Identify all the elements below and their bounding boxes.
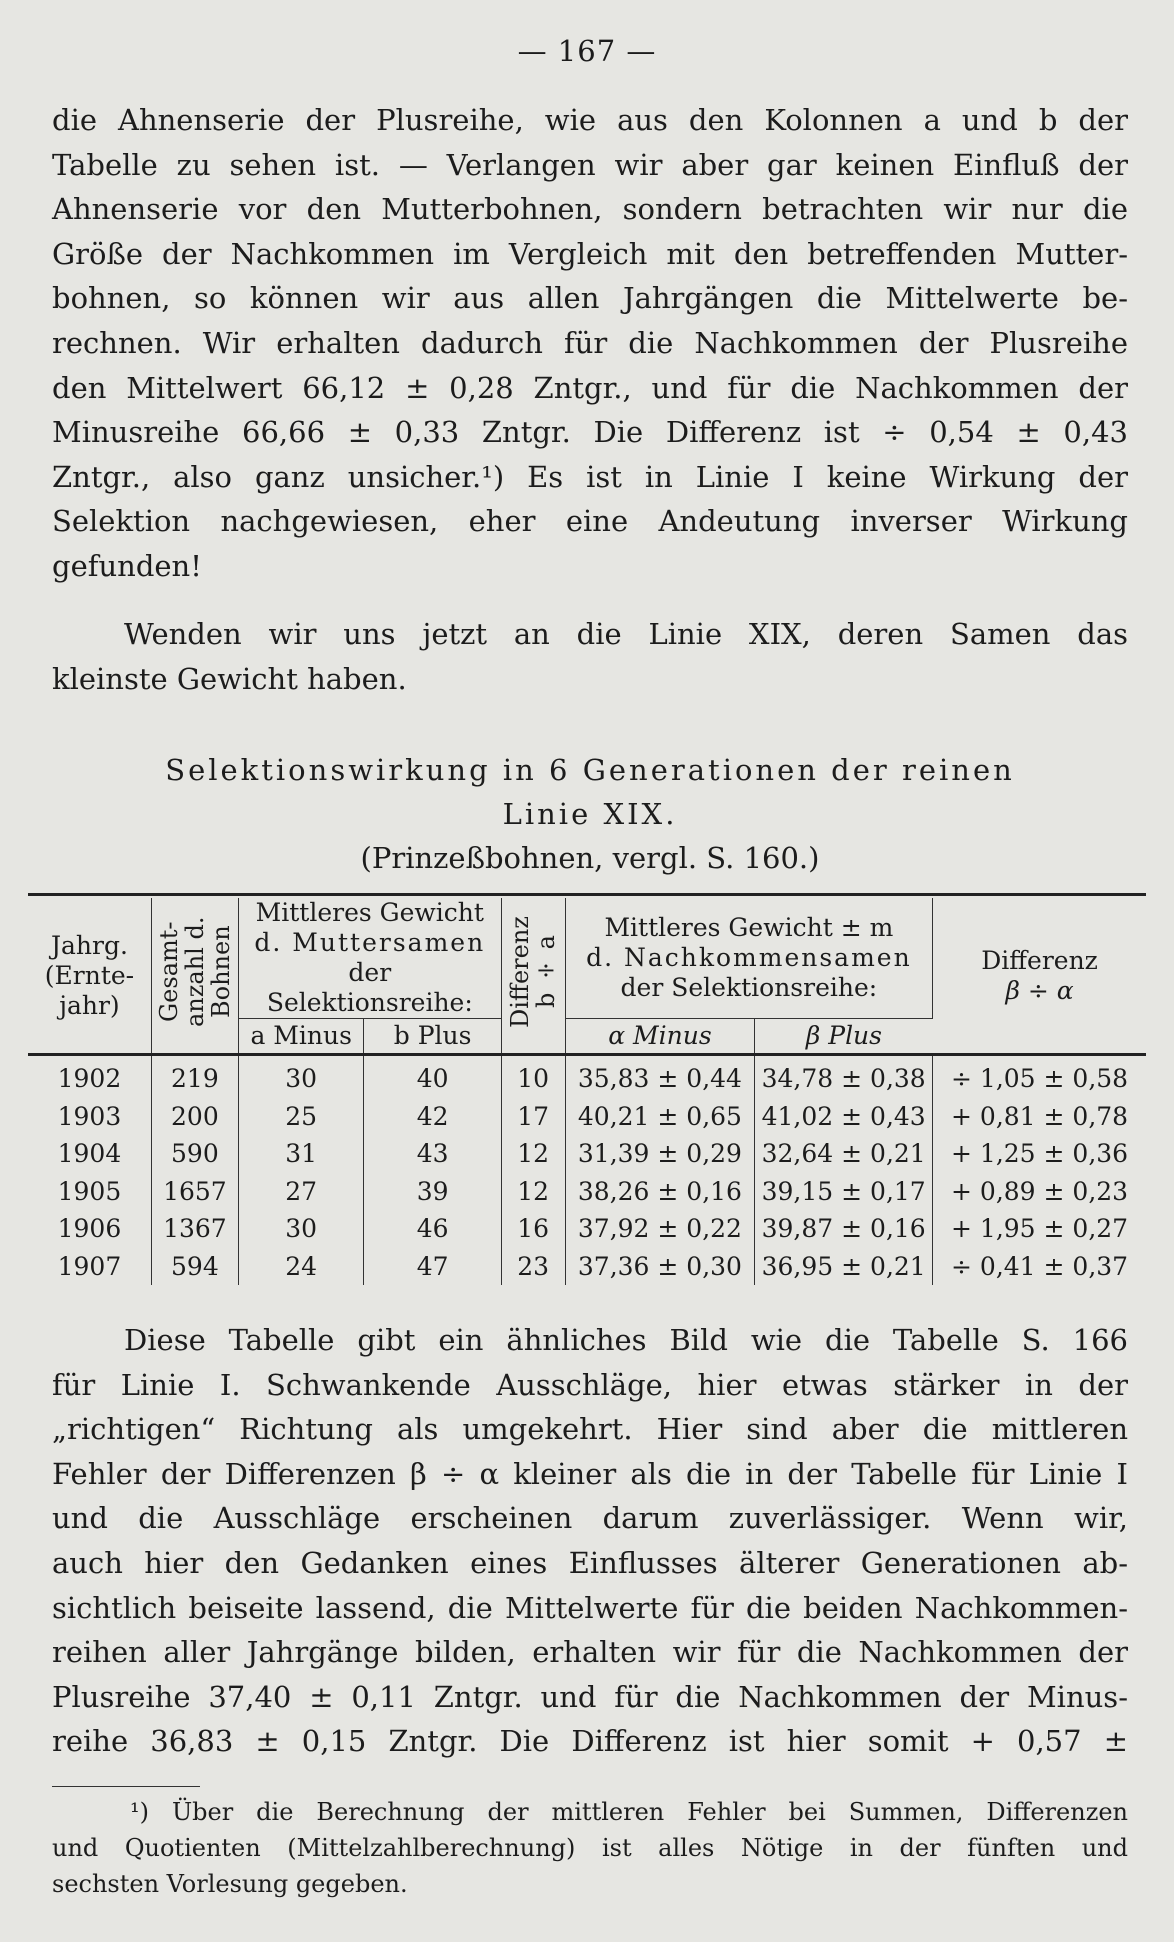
cell-beta: 34,78 ± 0,38 [755, 1055, 933, 1098]
text-line: Fehler der Differenzen β ÷ α kleiner als die in der Tabelle für Linie I [52, 1456, 1128, 1491]
cell-diff: 12 [501, 1173, 565, 1211]
header-offspring-plus [755, 1019, 933, 1055]
header-offspring-l1: Mittleres Gewicht ± m [604, 913, 894, 942]
cell-total: 219 [151, 1055, 238, 1098]
header-offspring-minus [565, 1019, 755, 1055]
cell-total: 200 [151, 1098, 238, 1136]
header-year-l3: jahr) [59, 990, 120, 1020]
header-diff2-l1: Differenz [981, 945, 1098, 975]
page-number: — 167 — [517, 34, 657, 68]
cell-alpha: 37,36 ± 0,30 [565, 1248, 755, 1286]
header-offspring-minus-text: α Minus [608, 1021, 712, 1050]
cell-b: 47 [364, 1248, 501, 1286]
cell-b: 42 [364, 1098, 501, 1136]
text-line: Selektion nachgewiesen, eher eine Andeutung inverser Wirkung [52, 504, 1128, 539]
header-mother-minus-text: a Minus [250, 1021, 352, 1050]
header-total [151, 898, 238, 1055]
text-line: Tabelle zu sehen ist. — Verlangen wir aber gar keinen Einfluß der [52, 147, 1128, 182]
header-mother-minus [238, 1019, 364, 1055]
cell-a: 31 [238, 1135, 364, 1173]
cell-year: 1903 [28, 1098, 151, 1136]
cell-year: 1906 [28, 1210, 151, 1248]
cell-alpha: 31,39 ± 0,29 [565, 1135, 755, 1173]
table-row [28, 1135, 1146, 1173]
header-offspring-plus-text: β Plus [805, 1021, 882, 1050]
cell-beta: 39,87 ± 0,16 [755, 1210, 933, 1248]
cell-diff: 23 [501, 1248, 565, 1286]
text-line: Wenden wir uns jetzt an die Linie XIX, deren Samen das [124, 617, 1128, 651]
paragraph-3 [52, 1318, 1128, 1764]
text-line: reihe 36,83 ± 0,15 Zntgr. Die Differenz ist hier somit + 0,57 ± [52, 1724, 1128, 1759]
cell-d: ÷ 0,41 ± 0,37 [951, 1251, 1129, 1281]
text-line: für Linie I. Schwankende Ausschläge, hier etwas stärker in der [52, 1367, 1128, 1402]
header-mother-group [238, 898, 501, 1019]
cell-total: 590 [151, 1135, 238, 1173]
cell-beta: 39,15 ± 0,17 [755, 1173, 933, 1211]
text-line: reihen aller Jahrgänge bilden, erhalten wir für die Nachkommen der [52, 1635, 1128, 1670]
footnote-line: und Quotienten (Mittelzahlberechnung) ist alles Nötige in der fünften und [52, 1834, 1128, 1862]
table-row [28, 1098, 1146, 1136]
cell-a: 24 [238, 1248, 364, 1286]
footnote [52, 1794, 1128, 1902]
cell-b: 43 [364, 1135, 501, 1173]
cell-b: 46 [364, 1210, 501, 1248]
header-year [28, 898, 151, 1055]
cell-a: 27 [238, 1173, 364, 1211]
text-line: Zntgr., also ganz unsicher.¹) Es ist in Linie I keine Wirkung der [52, 459, 1128, 494]
cell-alpha: 35,83 ± 0,44 [565, 1055, 755, 1098]
header-mother-l1: Mittleres Gewicht [255, 898, 484, 927]
text-line: kleinste Gewicht haben. [52, 661, 407, 696]
cell-b: 40 [364, 1055, 501, 1098]
cell-year: 1905 [28, 1173, 151, 1211]
cell-diff: 17 [501, 1098, 565, 1136]
paragraph-1 [52, 98, 1128, 589]
text-line: die Ahnenserie der Plusreihe, wie aus den Kolonnen a und b der [52, 103, 1128, 137]
text-line: den Mittelwert 66,12 ± 0,28 Zntgr., und für die Nachkommen der [52, 370, 1128, 405]
cell-a: 30 [238, 1055, 364, 1098]
text-line: Plusreihe 37,40 ± 0,11 Zntgr. und für die Nachkommen der Minus- [52, 1679, 1128, 1714]
table-row [28, 1055, 1146, 1098]
text-line: auch hier den Gedanken eines Einflusses älterer Generationen ab- [52, 1545, 1128, 1580]
text-line: Größe der Nachkommen im Vergleich mit den betreffenden Mutter- [52, 236, 1128, 271]
cell-d: + 0,81 ± 0,78 [951, 1101, 1129, 1131]
table-caption [52, 748, 1128, 880]
cell-total: 594 [151, 1248, 238, 1286]
cell-diff: 16 [501, 1210, 565, 1248]
header-mother-l3: der Selektionsreihe: [266, 958, 473, 1017]
text-line: Minusreihe 66,66 ± 0,33 Zntgr. Die Differenz ist ÷ 0,54 ± 0,43 [52, 415, 1128, 450]
text-line: „richtigen“ Richtung als umgekehrt. Hier sind aber die mittleren [52, 1412, 1128, 1447]
caption-subtitle: (Prinzeßbohnen, vergl. S. 160.) [360, 841, 820, 875]
text-line: Diese Tabelle gibt ein ähnliches Bild wie die Tabelle S. 166 [124, 1323, 1128, 1357]
header-offspring-l3: der Selektionsreihe: [620, 973, 878, 1002]
header-diff2-l2: β ÷ α [1005, 975, 1074, 1005]
caption-line: Linie XIX. [502, 797, 678, 831]
header-diff-l2: b ÷ a [532, 935, 561, 1009]
cell-year: 1907 [28, 1248, 151, 1286]
header-mother-plus [364, 1019, 501, 1055]
text-line: Ahnenserie vor den Mutterbohnen, sondern betrachten wir nur die [52, 192, 1128, 227]
cell-b: 39 [364, 1173, 501, 1211]
header-mother-plus-text: b Plus [393, 1021, 472, 1050]
header-total-l2: anzahl d. [180, 916, 209, 1028]
footnote-line: sechsten Vorlesung gegeben. [52, 1870, 408, 1898]
text-line: sichtlich beiseite lassend, die Mittelwerte für die beiden Nachkommen- [52, 1590, 1128, 1625]
table-row [28, 1173, 1146, 1211]
header-diff2 [933, 898, 1146, 1055]
header-offspring-l2: d. Nachkommensamen [586, 943, 912, 972]
header-year-l2: (Ernte- [44, 960, 135, 990]
text-line: rechnen. Wir erhalten dadurch für die Nachkommen der Plusreihe [52, 325, 1128, 360]
cell-beta: 32,64 ± 0,21 [755, 1135, 933, 1173]
cell-alpha: 37,92 ± 0,22 [565, 1210, 755, 1248]
cell-beta: 41,02 ± 0,43 [755, 1098, 933, 1136]
table-row [28, 1248, 1146, 1286]
cell-alpha: 38,26 ± 0,16 [565, 1173, 755, 1211]
cell-year: 1904 [28, 1135, 151, 1173]
text-line: gefunden! [52, 548, 202, 583]
header-total-l1: Gesamt- [154, 921, 183, 1023]
cell-alpha: 40,21 ± 0,65 [565, 1098, 755, 1136]
cell-d: + 0,89 ± 0,23 [951, 1176, 1129, 1206]
text-line: und die Ausschläge erscheinen darum zuverlässiger. Wenn wir, [52, 1501, 1128, 1536]
cell-diff: 12 [501, 1135, 565, 1173]
caption-title: Selektionswirkung in 6 Generationen der reinen [165, 753, 1015, 787]
text-line: bohnen, so können wir aus allen Jahrgängen die Mittelwerte be- [52, 281, 1128, 316]
cell-d: + 1,25 ± 0,36 [951, 1139, 1129, 1169]
footnote-line: ¹) Über die Berechnung der mittleren Fehler bei Summen, Differenzen [130, 1798, 1128, 1826]
header-year-l1: Jahrg. [50, 930, 128, 960]
table-row [28, 1210, 1146, 1248]
cell-beta: 36,95 ± 0,21 [755, 1248, 933, 1286]
header-mother-l2: d. Muttersamen [254, 928, 486, 957]
cell-d: ÷ 1,05 ± 0,58 [951, 1064, 1129, 1094]
footnote-rule [52, 1786, 200, 1787]
cell-a: 25 [238, 1098, 364, 1136]
cell-d: + 1,95 ± 0,27 [951, 1214, 1129, 1244]
cell-year: 1902 [28, 1055, 151, 1098]
header-offspring-group [565, 898, 932, 1019]
cell-total: 1367 [151, 1210, 238, 1248]
selection-table [28, 898, 1146, 1285]
header-total-l3: Bohnen [206, 925, 235, 1019]
cell-a: 30 [238, 1210, 364, 1248]
table-top-rule [28, 893, 1146, 896]
cell-total: 1657 [151, 1173, 238, 1211]
header-diff-l1: Differenz [506, 916, 535, 1028]
header-diff [501, 898, 565, 1055]
paragraph-2 [52, 612, 1128, 701]
cell-diff: 10 [501, 1055, 565, 1098]
